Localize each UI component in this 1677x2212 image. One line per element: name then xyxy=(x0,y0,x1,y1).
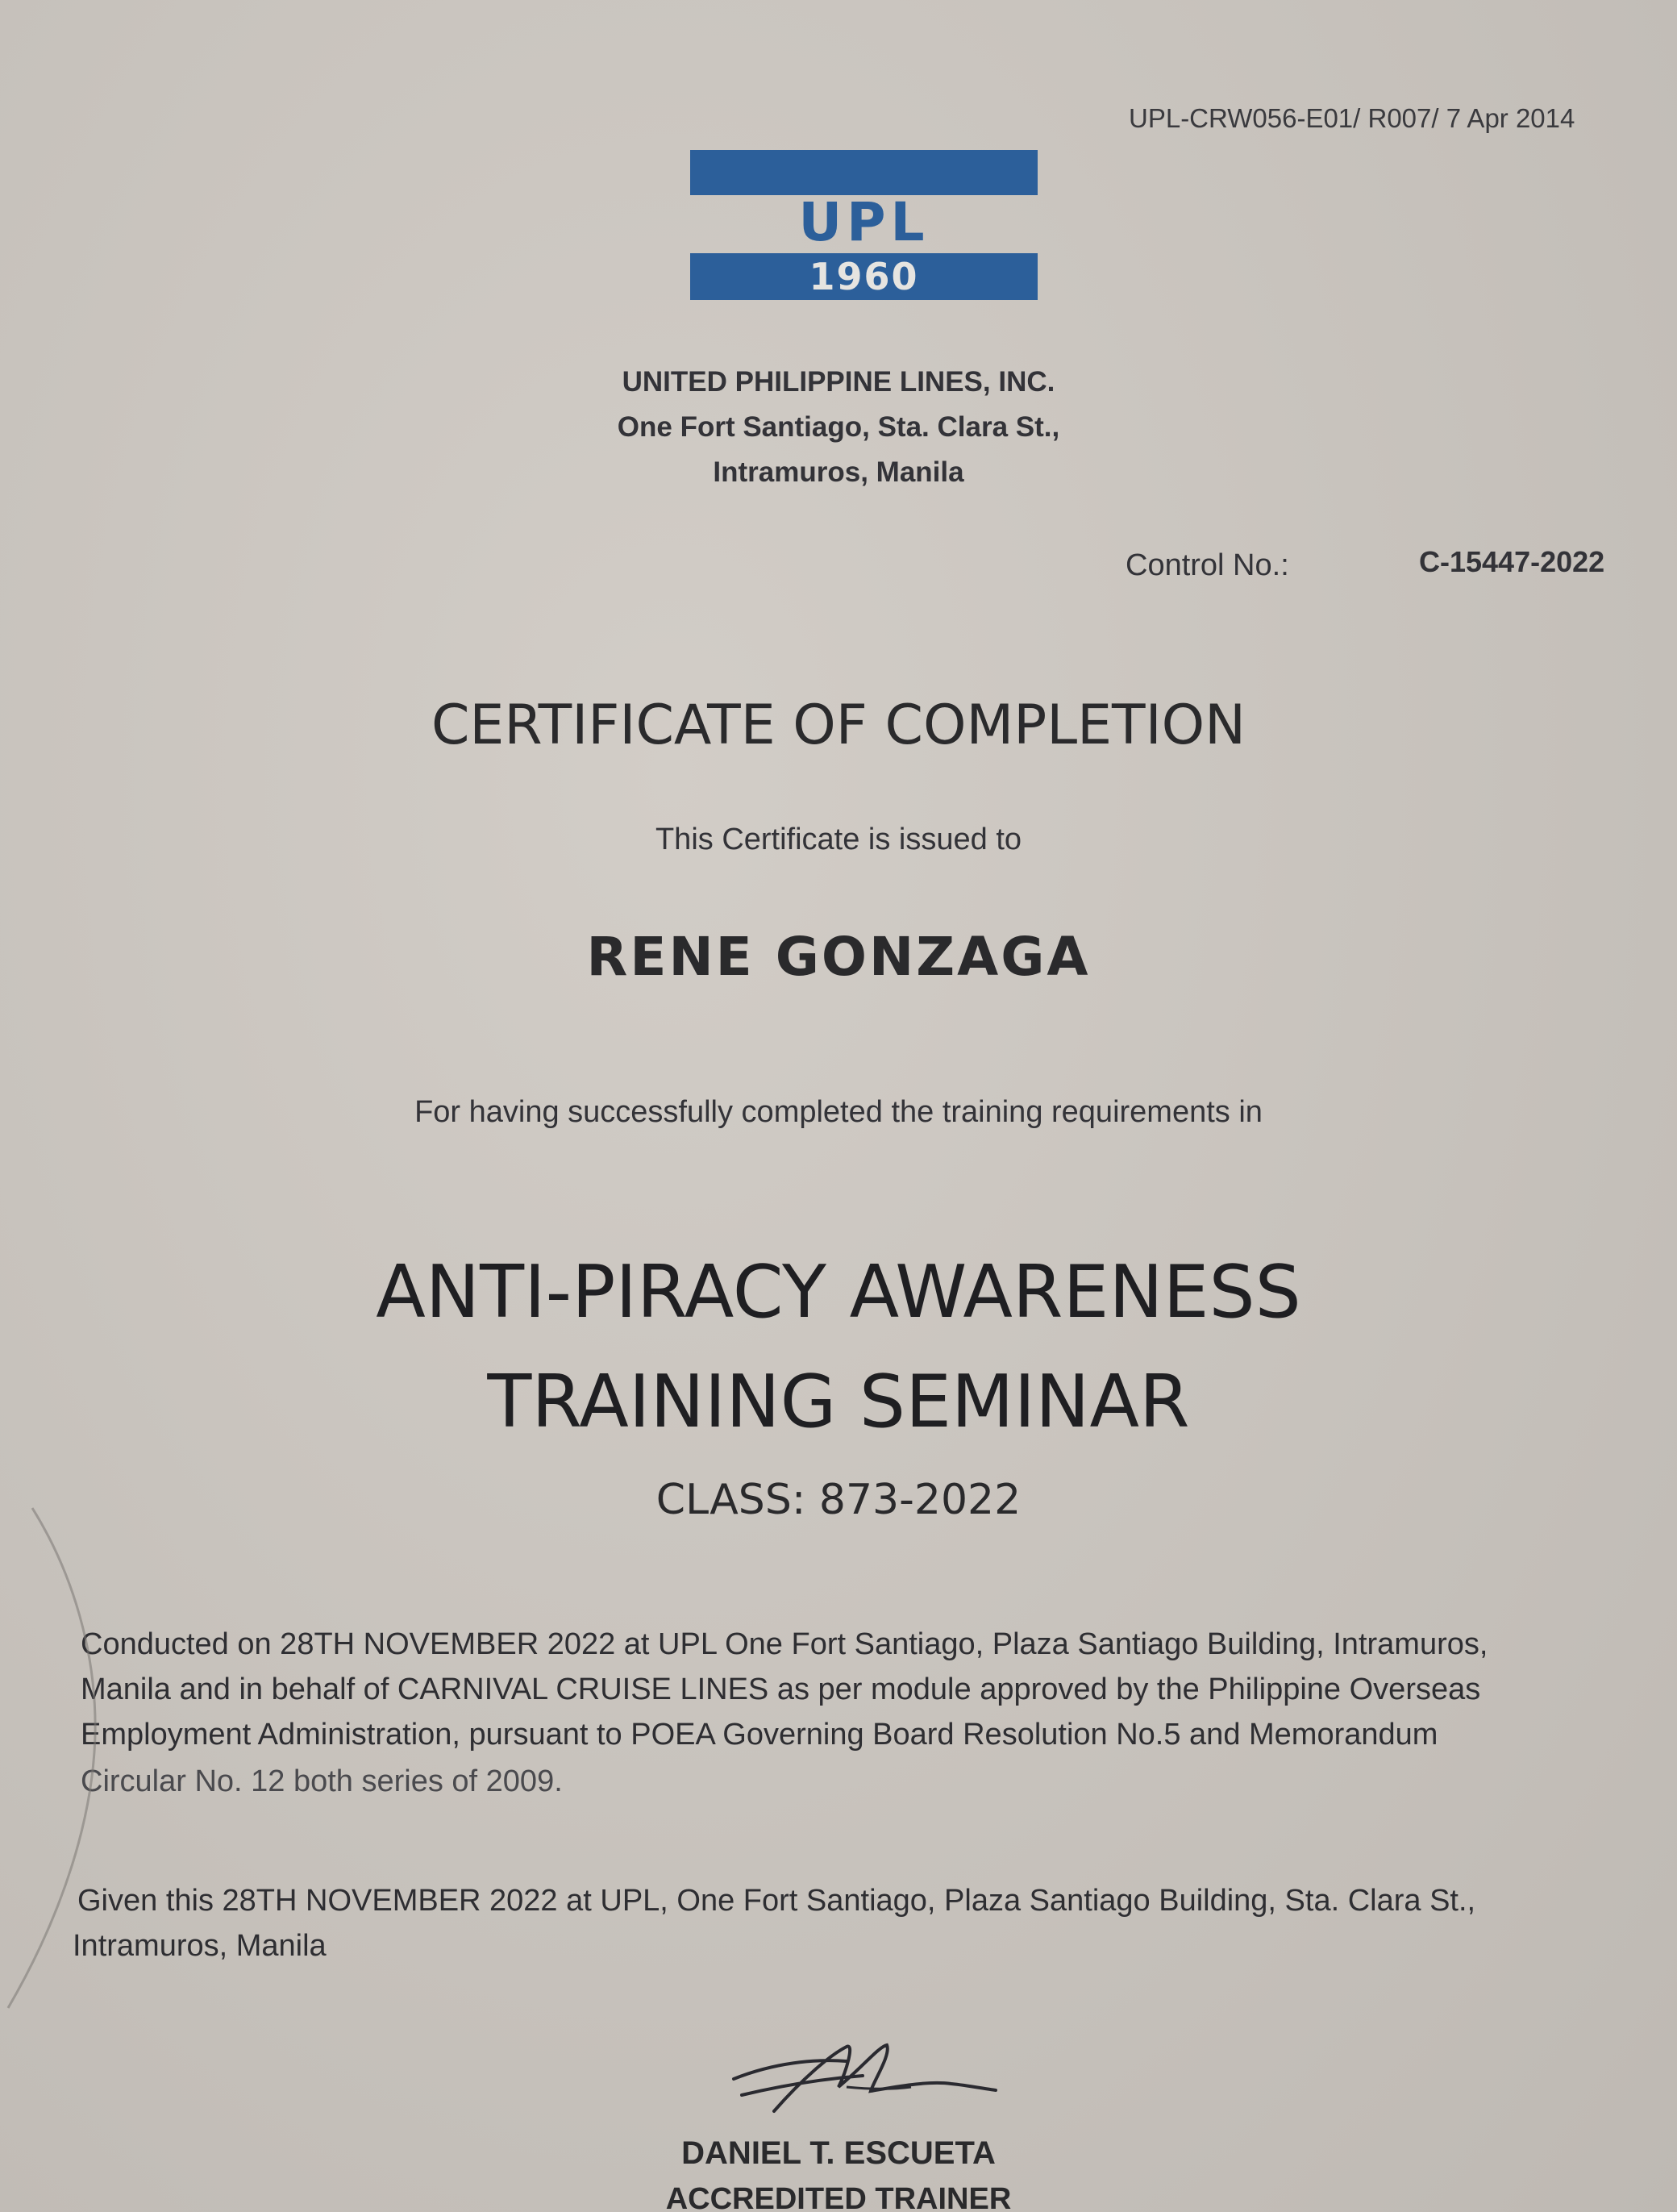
company-address-line1: One Fort Santiago, Sta. Clara St., xyxy=(617,411,1060,443)
recipient-name: RENE GONZAGA xyxy=(586,926,1091,988)
completion-statement: For having successfully completed the training requirements in xyxy=(414,1095,1263,1129)
course-title-line1: ANTI-PIRACY AWARENESS xyxy=(376,1250,1301,1335)
control-number-value: C-15447-2022 xyxy=(1419,545,1605,578)
company-name: UNITED PHILIPPINE LINES, INC. xyxy=(622,366,1055,398)
class-number: CLASS: 873-2022 xyxy=(655,1476,1022,1524)
course-title-line2: TRAINING SEMINAR xyxy=(487,1360,1190,1444)
issued-to-text: This Certificate is issued to xyxy=(655,823,1022,856)
signatory-name: DANIEL T. ESCUETA xyxy=(681,2135,996,2171)
conducted-text-line2: Manila and in behalf of CARNIVAL CRUISE LINES as per module approved by the Philippine Overseas xyxy=(81,1673,1481,1706)
conducted-text-line3: Employment Administration, pursuant to POEA Governing Board Resolution No.5 and Memorandum xyxy=(81,1718,1438,1752)
given-text-line2: Intramuros, Manila xyxy=(73,1929,327,1963)
certificate-title: CERTIFICATE OF COMPLETION xyxy=(431,694,1246,757)
logo-year: 1960 xyxy=(809,255,919,298)
upl-logo xyxy=(690,150,1038,300)
signature-mark xyxy=(726,2022,1016,2119)
company-address-line2: Intramuros, Manila xyxy=(713,456,964,488)
control-number-label: Control No.: xyxy=(1126,548,1289,582)
conducted-text-line4: Circular No. 12 both series of 2009. xyxy=(81,1764,563,1798)
paper-crease xyxy=(0,1492,113,2024)
signatory-title: ACCREDITED TRAINER xyxy=(665,2182,1012,2212)
conducted-text-line1: Conducted on 28TH NOVEMBER 2022 at UPL One Fort Santiago, Plaza Santiago Building, Intramuros, xyxy=(81,1627,1488,1661)
logo-text: UPL xyxy=(798,191,930,253)
given-text-line1: Given this 28TH NOVEMBER 2022 at UPL, One Fort Santiago, Plaza Santiago Building, Sta. Clara St., xyxy=(77,1884,1476,1918)
document-code: UPL-CRW056-E01/ R007/ 7 Apr 2014 xyxy=(1129,103,1575,133)
logo-top-band xyxy=(690,150,1038,195)
